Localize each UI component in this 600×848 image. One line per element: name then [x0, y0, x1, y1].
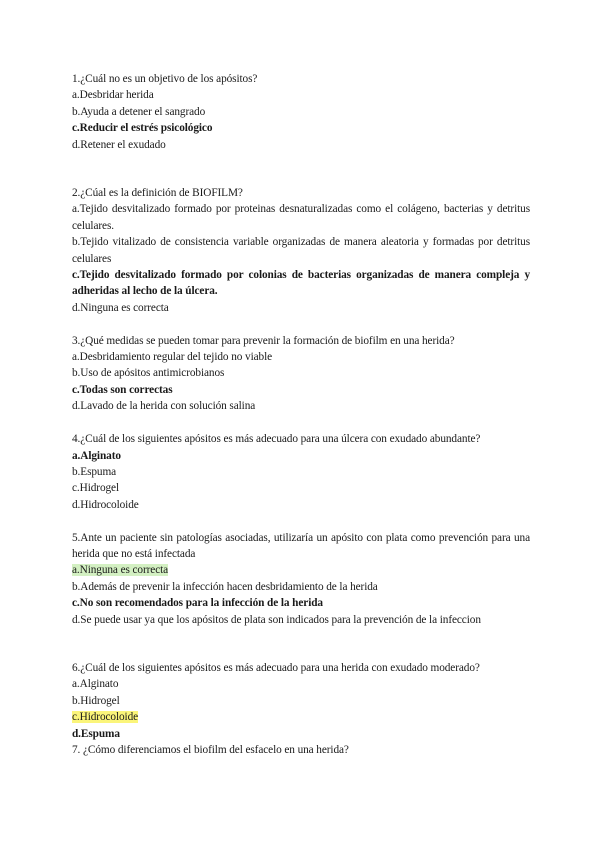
answer-option-correct: d.Espuma — [72, 727, 120, 740]
answer-option: b.Además de prevenir la infección hacen desbridamiento de la herida — [72, 580, 378, 593]
question-text: 1.¿Cuál no es un objetivo de los apósitos? — [72, 73, 258, 85]
quiz-content — [72, 71, 530, 758]
answer-option: b.Ayuda a detener el sangrado — [72, 105, 206, 118]
question-block-1 — [72, 71, 530, 153]
answer-option: b.Espuma — [72, 465, 117, 478]
answer-option: c.Hidrogel — [72, 482, 119, 495]
question-block-6 — [72, 660, 530, 742]
answer-option: d.Lavado de la herida con solución salina — [72, 400, 256, 413]
answer-option-correct: c.No son recomendados para la infección de la herida — [72, 597, 323, 610]
answer-option-correct: c.Reducir el estrés psicológico — [72, 122, 213, 135]
question-block-4 — [72, 431, 530, 513]
answer-option: a.Desbridamiento regular del tejido no viable — [72, 351, 273, 364]
answer-option: d.Retener el exudado — [72, 138, 166, 151]
question-block-7 — [72, 742, 530, 758]
question-text: 3.¿Qué medidas se pueden tomar para prevenir la formación de biofilm en una herida? — [72, 334, 455, 347]
answer-option: d.Hidrocoloide — [72, 498, 139, 511]
answer-option-correct: c.Todas son correctas — [72, 383, 173, 396]
answer-option-correct: c.Tejido desvitalizado formado por colonias de bacterias organizadas de manera compleja y adheridas al lecho de la úlcera. — [72, 269, 530, 298]
answer-option: b.Uso de apósitos antimicrobianos — [72, 367, 225, 380]
question-text: 7. ¿Cómo diferenciamos el biofilm del esfacelo en una herida? — [72, 743, 349, 756]
answer-option-highlighted: c.Hidrocoloide — [72, 711, 139, 724]
spacer — [72, 316, 530, 332]
answer-option: d.Ninguna es correcta — [72, 301, 169, 314]
answer-option: d.Se puede usar ya que los apósitos de plata son indicados para la prevención de la infeccion — [72, 613, 481, 626]
answer-option: a.Alginato — [72, 678, 119, 691]
spacer — [72, 415, 530, 431]
answer-option-correct: a.Alginato — [72, 449, 121, 462]
answer-option: a.Tejido desvitalizado formado por proteinas desnaturalizadas como el colágeno, bacterias y detritus celulares. — [72, 203, 530, 232]
question-text: 2.¿Cúal es la definición de BIOFILM? — [72, 187, 243, 200]
question-block-2 — [72, 185, 530, 316]
spacer — [72, 513, 530, 529]
answer-option-highlighted: a.Ninguna es correcta — [72, 564, 169, 577]
question-block-3 — [72, 333, 530, 415]
answer-option: b.Hidrogel — [72, 694, 120, 707]
question-block-5 — [72, 530, 530, 628]
spacer — [72, 628, 530, 660]
question-text: 5.Ante un paciente sin patologías asociadas, utilizaría un apósito con plata como prevención para una herida que no está infectada — [72, 531, 530, 560]
question-text: 4.¿Cuál de los siguientes apósitos es más adecuado para una úlcera con exudado abundante? — [72, 433, 481, 446]
spacer — [72, 153, 530, 185]
answer-option: b.Tejido vitalizado de consistencia variable organizadas de manera aleatoria y formadas por detritus celulares — [72, 236, 530, 265]
answer-option: a.Desbridar herida — [72, 89, 154, 102]
question-text: 6.¿Cuál de los siguientes apósitos es más adecuado para una herida con exudado moderado? — [72, 661, 480, 674]
